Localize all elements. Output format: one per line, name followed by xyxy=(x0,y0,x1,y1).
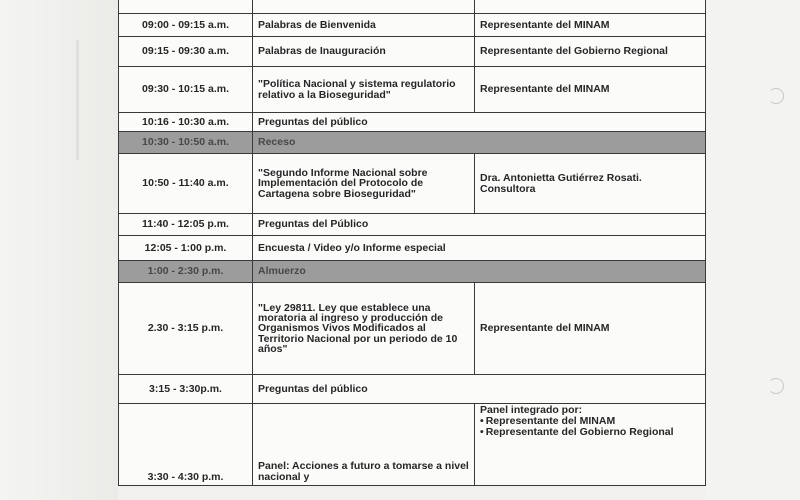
table-row xyxy=(119,154,706,214)
time-cell: 1:00 - 2:30 p.m. xyxy=(119,261,253,283)
table-row xyxy=(119,67,706,113)
speaker-cell: Dra. Antonietta Gutiérrez Rosati. Consultora xyxy=(475,154,706,214)
table-row xyxy=(119,261,706,283)
panel-member: • Representante del MINAM xyxy=(480,416,700,427)
time-cell: 3:15 - 3:30p.m. xyxy=(119,375,253,404)
activity-cell: "Política Nacional y sistema regulatorio relativo a la Bioseguridad" xyxy=(253,67,475,113)
table-row xyxy=(119,375,706,404)
table-row xyxy=(119,283,706,375)
time-cell: 09:15 - 09:30 a.m. xyxy=(119,37,253,67)
speaker-cell: Representante del MINAM xyxy=(475,283,706,375)
activity-cell: Preguntas del público xyxy=(253,375,706,404)
activity-cell: Palabras de Inauguración xyxy=(253,37,475,67)
time-cell: 3:30 - 4:30 p.m. xyxy=(119,404,253,486)
table-row xyxy=(119,14,706,37)
time-cell: 10:16 - 10:30 a.m. xyxy=(119,113,253,132)
time-cell: 09:30 - 10:15 a.m. xyxy=(119,67,253,113)
speaker-cell xyxy=(475,404,706,486)
time-cell: 2.30 - 3:15 p.m. xyxy=(119,283,253,375)
table-row xyxy=(119,404,706,486)
activity-cell: Receso xyxy=(253,132,706,154)
panel-member: • Representante del Gobierno Regional xyxy=(480,427,700,438)
activity-cell: Almuerzo xyxy=(253,261,706,283)
table-row xyxy=(119,0,706,14)
activity-cell: Palabras de Bienvenida xyxy=(253,14,475,37)
time-cell: 11:40 - 12:05 p.m. xyxy=(119,214,253,236)
time-cell: 10:50 - 11:40 a.m. xyxy=(119,154,253,214)
speaker-cell: Representante del MINAM xyxy=(475,14,706,37)
page-background-left xyxy=(0,0,118,500)
speaker-cell: Representante del MINAM xyxy=(475,67,706,113)
activity-cell: Preguntas del público xyxy=(253,113,706,132)
activity-cell xyxy=(253,0,475,14)
table-row xyxy=(119,37,706,67)
activity-cell: Preguntas del Público xyxy=(253,214,706,236)
table-row xyxy=(119,214,706,236)
activity-cell: "Segundo Informe Nacional sobre Implementación del Protocolo de Cartagena sobre Bioseguridad" xyxy=(253,154,475,214)
table-row xyxy=(119,132,706,154)
table-row xyxy=(119,236,706,261)
page-background-right xyxy=(705,0,800,500)
punch-hole-mark xyxy=(768,88,784,104)
time-cell: 09:00 - 09:15 a.m. xyxy=(119,14,253,37)
time-cell xyxy=(119,0,253,14)
activity-cell: "Ley 29811. Ley que establece una moratoria al ingreso y producción de Organismos Vivos Modificados al Territorio Nacional por un periodo de 10 años" xyxy=(253,283,475,375)
speaker-cell xyxy=(475,0,706,14)
time-cell: 10:30 - 10:50 a.m. xyxy=(119,132,253,154)
table-row xyxy=(119,113,706,132)
activity-cell: Encuesta / Video y/o Informe especial xyxy=(253,236,706,261)
bleed-through-mark xyxy=(76,40,79,160)
punch-hole-mark xyxy=(768,378,784,394)
panel-intro: Panel integrado por: xyxy=(480,404,583,416)
agenda-table xyxy=(118,0,706,486)
activity-cell: Panel: Acciones a futuro a tomarse a nivel nacional y xyxy=(253,404,475,486)
speaker-cell: Representante del Gobierno Regional xyxy=(475,37,706,67)
time-cell: 12:05 - 1:00 p.m. xyxy=(119,236,253,261)
